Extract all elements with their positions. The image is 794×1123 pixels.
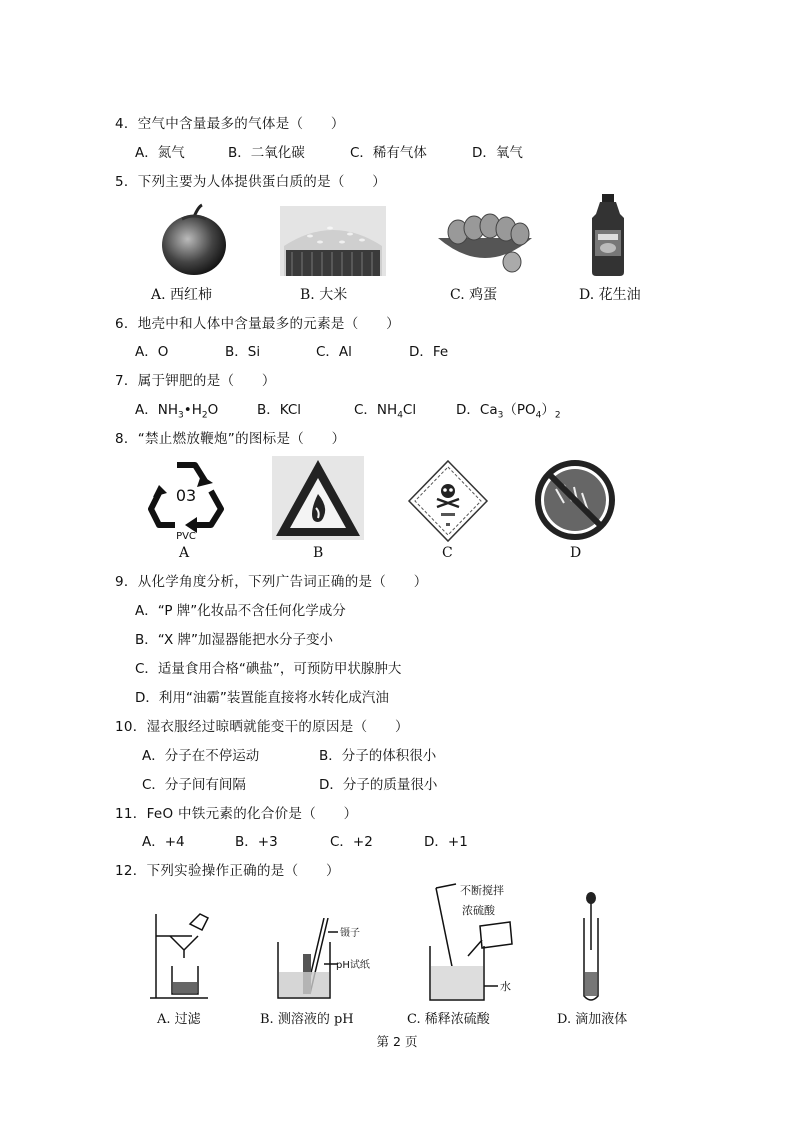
dilute-acid-diagram — [420, 880, 530, 1004]
q10-option-c: C．分子间有间隔 — [142, 777, 246, 793]
q12-caption-c: C. 稀释浓硫酸 — [407, 1012, 490, 1027]
q6-stem: 6．地壳中和人体中含量最多的元素是（ ） — [115, 316, 400, 332]
no-firecrackers-icon — [534, 459, 616, 541]
filtration-apparatus-diagram — [148, 906, 218, 1002]
q11-option-d: D．+1 — [424, 834, 468, 850]
q12-caption-b: B. 测溶液的 pH — [260, 1012, 354, 1027]
q9-option-c: C．适量食用合格“碘盐”，可预防甲状腺肿大 — [135, 661, 402, 677]
q4-option-a: A．氮气 — [135, 145, 185, 161]
tomato-image — [158, 203, 230, 277]
q6-option-a: A．O — [135, 344, 169, 360]
q4-option-d: D．氧气 — [472, 145, 523, 161]
q4-stem: 4．空气中含量最多的气体是（ ） — [115, 116, 345, 132]
rice-image — [280, 206, 386, 276]
q11-option-c: C．+2 — [330, 834, 373, 850]
q7-option-b: B．KCl — [257, 402, 302, 418]
dropper-diagram — [576, 892, 606, 1004]
q10-option-a: A．分子在不停运动 — [142, 748, 260, 764]
q12-caption-a: A. 过滤 — [157, 1012, 201, 1027]
q8-label-a: A — [179, 545, 190, 561]
q6-option-c: C．Al — [316, 344, 352, 360]
q9-option-a: A．“P 牌”化妆品不含任何化学成分 — [135, 603, 346, 619]
q10-option-d: D．分子的质量很小 — [319, 777, 438, 793]
q7-option-a: A．$NH_3•H_2O$ — [135, 402, 219, 421]
q7-option-d: D．$Ca_3(PO_4)_2$ — [456, 402, 561, 421]
acid-label: 浓硫酸 — [462, 904, 495, 917]
q5-caption-c: C. 鸡蛋 — [450, 287, 498, 303]
q8-label-d: D — [570, 545, 582, 561]
q12-stem: 12．下列实验操作正确的是（ ） — [115, 863, 340, 879]
q11-option-b: B．+3 — [235, 834, 278, 850]
q10-option-b: B．分子的体积很小 — [319, 748, 437, 764]
pvc-recycling-icon — [145, 457, 227, 541]
q9-option-d: D．利用“油霸”装置能直接将水转化成汽油 — [135, 690, 389, 706]
q8-stem: 8．“禁止燃放鞭炮”的图标是（ ） — [115, 431, 346, 447]
tweezers-label: 镊子 — [340, 928, 360, 939]
q12-caption-d: D. 滴加液体 — [557, 1012, 628, 1027]
q8-label-c: C — [442, 545, 453, 561]
q6-option-d: D．Fe — [409, 344, 449, 360]
q5-caption-b: B. 大米 — [300, 287, 348, 303]
q5-caption-d: D. 花生油 — [579, 287, 641, 303]
q5-caption-a: A. 西红柿 — [151, 287, 213, 303]
q4-option-c: C．稀有气体 — [350, 145, 427, 161]
ph-paper-label: pH试纸 — [336, 960, 370, 971]
q10-stem: 10．湿衣服经过晾晒就能变干的原因是（ ） — [115, 719, 409, 735]
q4-option-b: B．二氧化碳 — [228, 145, 305, 161]
peanut-oil-bottle-image — [588, 194, 628, 276]
stir-label: 不断搅拌 — [460, 884, 504, 897]
q8-label-b: B — [313, 545, 324, 561]
water-label: 水 — [500, 980, 511, 993]
toxic-hazard-icon — [407, 459, 489, 543]
pvc-number: 03 — [175, 486, 197, 505]
eggs-image — [432, 208, 538, 274]
page-number: 第 2 页 — [376, 1034, 418, 1049]
q9-option-b: B．“X 牌”加湿器能把水分子变小 — [135, 632, 333, 648]
ph-test-diagram — [272, 918, 382, 1004]
pvc-text: PVC — [176, 531, 196, 541]
q9-stem: 9．从化学角度分析，下列广告词正确的是（ ） — [115, 574, 428, 590]
q11-stem: 11．FeO 中铁元素的化合价是（ ） — [115, 806, 358, 822]
q7-stem: 7．属于钾肥的是（ ） — [115, 373, 276, 389]
q11-option-a: A．+4 — [142, 834, 185, 850]
flammable-warning-icon — [272, 456, 364, 540]
q5-stem: 5．下列主要为人体提供蛋白质的是（ ） — [115, 174, 387, 190]
q6-option-b: B．Si — [225, 344, 261, 360]
q7-option-c: C．$NH_4Cl$ — [354, 402, 417, 421]
